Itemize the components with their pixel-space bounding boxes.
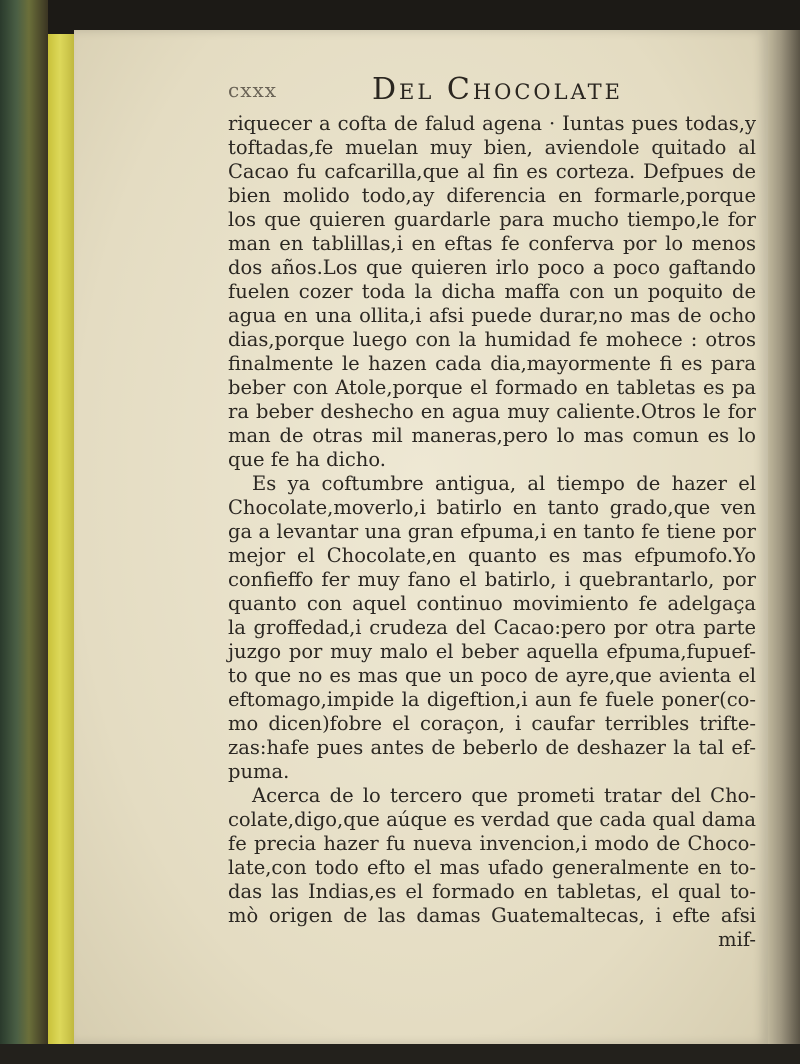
text-line: mò origen de las damas Guatemaltecas, i efte afsi xyxy=(228,904,756,927)
text-line: toftadas,fe muelan muy bien, aviendole quitado al xyxy=(228,136,756,159)
text-line: ra beber deshecho en agua muy caliente.Otros le for xyxy=(228,400,756,423)
text-line: fuelen cozer toda la dicha maffa con un poquito de xyxy=(228,280,756,303)
text-line: puma. xyxy=(228,760,290,783)
running-head: Del Chocolate xyxy=(372,72,623,107)
text-line: Cacao fu cafcarilla,que al fin es corteza. Defpues de xyxy=(228,160,756,183)
body-text xyxy=(228,112,756,952)
text-line: to que no es mas que un poco de ayre,que avienta el xyxy=(228,664,756,687)
text-line: Es ya coftumbre antigua, al tiempo de hazer el xyxy=(252,472,756,495)
text-line: Acerca de lo tercero que prometi tratar del Cho- xyxy=(252,784,756,807)
catchword: mif- xyxy=(718,928,756,951)
text-line: bien molido todo,ay diferencia en formarle,porque xyxy=(228,184,756,207)
text-line: mo dicen)fobre el coraçon, i caufar terribles trifte- xyxy=(228,712,756,735)
text-line: dias,porque luego con la humidad fe mohece : otros xyxy=(228,328,756,351)
text-line: juzgo por muy malo el beber aquella efpuma,fupuef- xyxy=(228,640,756,663)
page-number: cxxx xyxy=(228,78,278,102)
book-binding xyxy=(0,0,48,1064)
text-line: man en tablillas,i en eftas fe conferva por lo menos xyxy=(228,232,756,255)
text-line: riquecer a cofta de falud agena · Iuntas pues todas,y xyxy=(228,112,756,135)
text-line: finalmente le hazen cada dia,mayormente fi es para xyxy=(228,352,756,375)
text-line: que fe ha dicho. xyxy=(228,448,386,471)
text-line: agua en una ollita,i afsi puede durar,no mas de ocho xyxy=(228,304,756,327)
text-line: ga a levantar una gran efpuma,i en tanto fe tiene por xyxy=(228,520,756,543)
text-line: dos años.Los que quieren irlo poco a poco gaftando xyxy=(228,256,756,279)
text-line: fe precia hazer fu nueva invencion,i modo de Choco- xyxy=(228,832,756,855)
text-line: man de otras mil maneras,pero lo mas comun es lo xyxy=(228,424,756,447)
page-gutter-shadow xyxy=(768,30,800,1064)
text-line: confieffo fer muy fano el batirlo, i quebrantarlo, por xyxy=(228,568,756,591)
text-line: quanto con aquel continuo movimiento fe adelgaça xyxy=(228,592,756,615)
text-line: colate,digo,que aúque es verdad que cada qual dama xyxy=(228,808,756,831)
text-line: mejor el Chocolate,en quanto es mas efpumofo.Yo xyxy=(228,544,756,567)
text-line: zas:hafe pues antes de beberlo de deshazer la tal ef- xyxy=(228,736,756,759)
text-line: Chocolate,moverlo,i batirlo en tanto grado,que ven xyxy=(228,496,756,519)
text-line: late,con todo efto el mas ufado generalmente en to- xyxy=(228,856,756,879)
bottom-shadow xyxy=(0,1044,800,1064)
text-line: eftomago,impide la digeftion,i aun fe fuele poner(co- xyxy=(228,688,756,711)
text-line: los que quieren guardarle para mucho tiempo,le for xyxy=(228,208,756,231)
text-line: beber con Atole,porque el formado en tabletas es pa xyxy=(228,376,756,399)
text-line: la groffedad,i crudeza del Cacao:pero por otra parte xyxy=(228,616,756,639)
text-line: das las Indias,es el formado en tabletas, el qual to- xyxy=(228,880,756,903)
